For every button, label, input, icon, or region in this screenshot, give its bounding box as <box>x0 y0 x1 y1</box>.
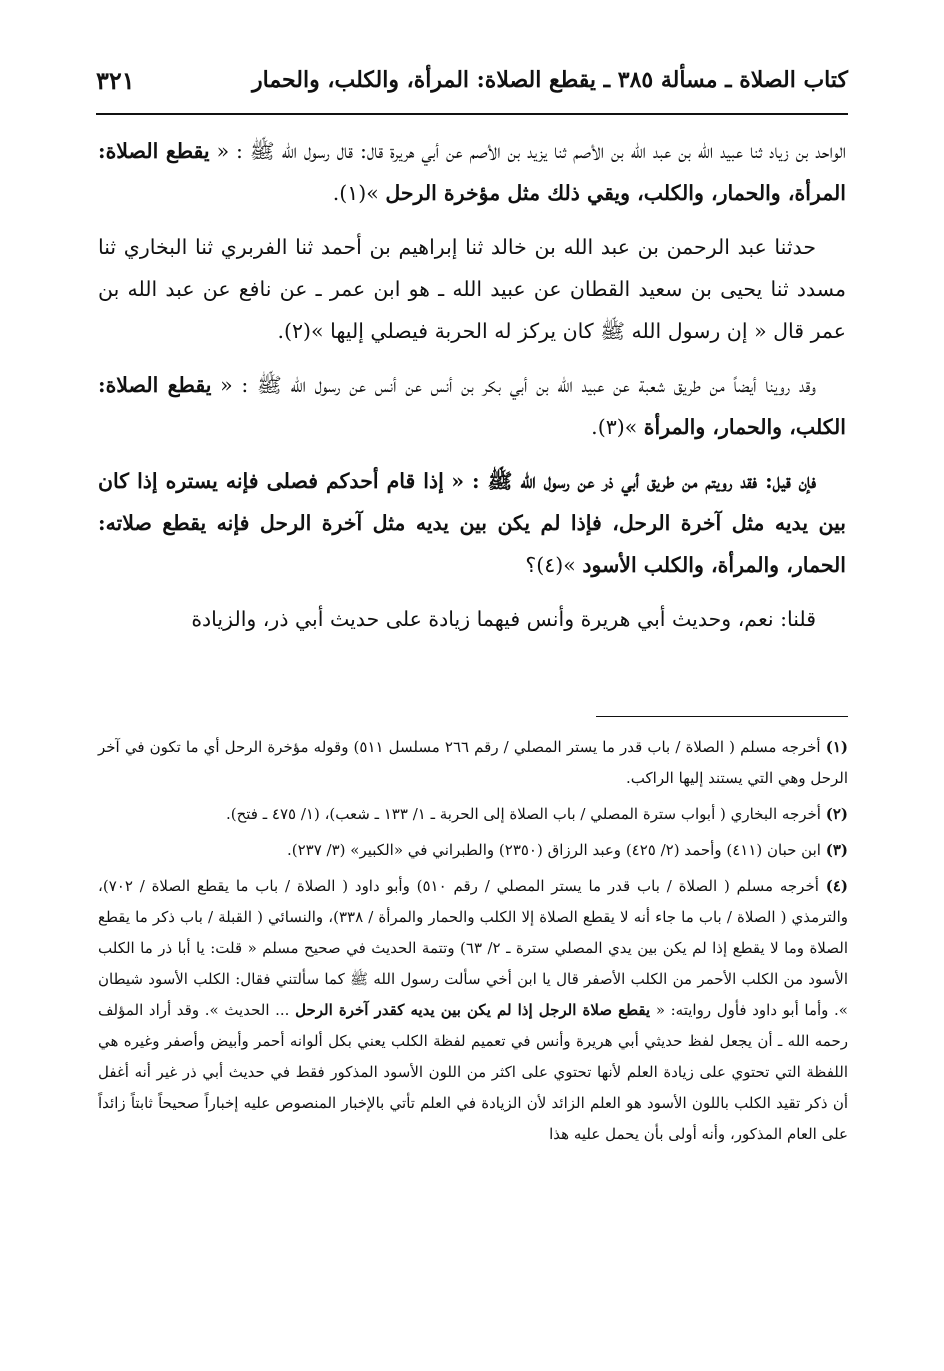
hadith-quote-3: يقطع الصلاة: الكلب، والحمار، والمرأة <box>98 373 846 439</box>
quote-close: » <box>311 319 324 343</box>
paragraph-4 <box>98 460 846 586</box>
page-number: ٣٢١ <box>96 65 135 95</box>
paragraph-2-text: حدثنا عبد الرحمن بن عبد الله بن خالد ثنا إبراهيم بن أحمد ثنا الفربري ثنا البخاري ثنا مسدد ثنا يحيى بن سعيد القطان عن عبيد الله ـ هو ابن عمر ـ عن نافع عن عبد الله بن عمر قال « <box>98 235 846 343</box>
footnote-3 <box>98 835 848 866</box>
footnote-ref-4: (٤) <box>536 553 564 577</box>
footnotes <box>98 732 848 1155</box>
paragraph-3 <box>98 364 846 448</box>
header-rule <box>96 113 848 115</box>
hadith-quote-1: يقطع الصلاة: المرأة، والحمار، والكلب، ويقي ذلك مثل مؤخرة الرحل <box>98 139 846 205</box>
footnote-ref-3: (٣) <box>597 415 625 439</box>
footnote-ref-2: (٢) <box>283 319 311 343</box>
paragraph-5 <box>98 598 846 640</box>
footnote-text: ابن حبان (٤١١) وأحمد (٢/ ٤٢٥) وعبد الرزاق (٢٣٥٠) والطبراني في «الكبير» (٣/ ٢٣٧). <box>286 841 821 859</box>
paragraph-5-text: قلنا: نعم، وحديث أبي هريرة وأنس فيهما زيادة على حديث أبي ذر، والزيادة <box>191 607 816 631</box>
page-header <box>96 60 848 100</box>
main-text <box>98 130 846 652</box>
punctuation: . <box>332 181 340 205</box>
footnote-text: أخرجه البخاري ( أبواب سترة المصلي / باب الصلاة إلى الحربة ـ ١/ ١٣٣ ـ شعب)، (١/ ٤٧٥ ـ فتح). <box>225 805 821 823</box>
paragraph-3-text: وقد روينا أيضاً من طريق شعبة عن عبيد الله بن أبي بكر بن أنس عن أنس عن رسول الله ﷺ : « <box>220 373 816 397</box>
footnote-number: (٣) <box>825 841 848 859</box>
quote-close: » <box>563 553 576 577</box>
footnote-number: (١) <box>825 738 848 756</box>
running-title: كتاب الصلاة ـ مسألة ٣٨٥ ـ يقطع الصلاة: المرأة، والكلب، والحمار <box>252 67 848 93</box>
quote-close: » <box>366 181 379 205</box>
footnote-2 <box>98 799 848 830</box>
footnote-text-cont: ... الحديث ». وقد أراد المؤلف رحمه الله ـ أن يجعل لفظ حديثي أبي هريرة وأنس في تعميم لفظة الكلب يعني بكل ألوانه أحمر وأبيض وأصفر وغيره هي اللفظة التي تحتوي على زيادة العلم لأنها تحتوي على اكثر من اللون الأسود المذكور فقط في حديث أبي ذر غير أنه أغفل أن ذكر تقيد الكلب باللون الأسود هو العلم الزائد لأن الزيادة في العلم تأتي بالإخبار المنصوص عليه إخباراً صحيحاً ثابتاً زائداً على العام المذكور، وأنه أولى بأن يحمل عليه هذا <box>98 1001 848 1143</box>
footnote-ref-1: (١) <box>339 181 367 205</box>
footnote-1 <box>98 732 848 794</box>
footnote-text: أخرجه مسلم ( الصلاة / باب قدر ما يستر المصلي / رقم ٥١٠) وأبو داود ( الصلاة / باب ما يقطع الصلاة / ٧٠٢)، والترمذي ( الصلاة / باب ما جاء أنه لا يقطع الصلاة إلا الكلب والحمار والمرأة / ٣٣٨)، والنسائي ( القبلة / باب ذكر ما يقطع الصلاة وما لا يقطع إذا لم يكن بين يدي المصلي سترة ـ ٢/ ٦٣) وتتمة الحديث في صحيح مسلم « قلت: يا أبا ذر ما الكلب الأسود من الكلب الأحمر من الكلب الأصفر قال يا ابن أخي سألت رسول الله ﷺ كما سألتني فقال: الكلب الأسود شيطان ». وأما أبو داود فأول روايته: « <box>98 877 849 1019</box>
hadith-quote-2: إن رسول الله ﷺ كان يركز له الحربة فيصلي إليها <box>330 319 748 343</box>
punctuation: ؟ <box>525 553 537 577</box>
quote-close: » <box>624 415 638 439</box>
paragraph-2 <box>98 226 846 352</box>
hadith-quote-4: إذا قام أحدكم فصلى فإنه يستره إذا كان بين يديه مثل آخرة الرحل، فإذا لم يكن بين يديه مثل آخرة الرحل فإنه يقطع صلاته: الحمار، والمرأة، والكلب الأسود <box>98 469 846 577</box>
footnote-number: (٢) <box>825 805 848 823</box>
punctuation: . <box>591 415 598 439</box>
paragraph-4-text: فإن قيل: فقد رويتم من طريق أبي ذر عن رسول الله ﷺ : « <box>451 469 816 493</box>
footnote-quote: يقطع صلاة الرجل إذا لم يكن بين يديه كقدر آخرة الرحل <box>295 1001 651 1019</box>
footnote-number: (٤) <box>825 877 848 895</box>
footnote-text: أخرجه مسلم ( الصلاة / باب قدر ما يستر المصلي / رقم ٢٦٦ مسلسل ٥١١) وقوله مؤخرة الرحل أي ما تكون في آخر الرحل وهي التي يستند إليها الراكب. <box>98 738 848 787</box>
footnote-4 <box>98 871 848 1150</box>
footnote-separator <box>596 716 848 717</box>
paragraph-1-text: الواحد بن زياد ثنا عبيد الله بن عبد الله بن الأصم ثنا يزيد بن الأصم عن أبي هريرة قال: قال رسول الله ﷺ : « <box>216 139 846 163</box>
punctuation: . <box>277 319 284 343</box>
paragraph-1 <box>98 130 846 214</box>
